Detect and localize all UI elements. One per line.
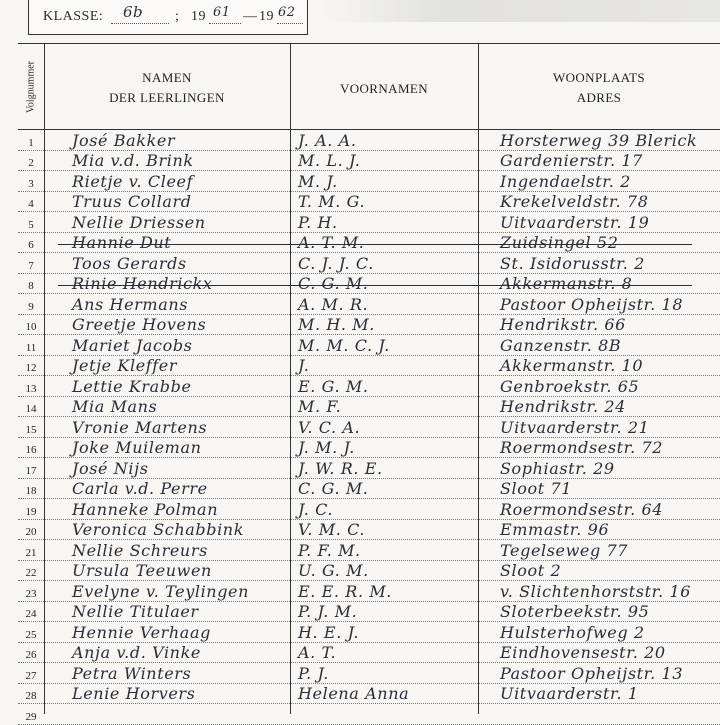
table-top-rule bbox=[18, 43, 720, 44]
student-name: Truus Collard bbox=[72, 192, 192, 211]
student-adres: St. Isidorusstr. 2 bbox=[500, 253, 645, 273]
bleed-through-shading bbox=[320, 0, 720, 22]
student-adres: Emmastr. 96 bbox=[500, 520, 610, 539]
strike-through-line bbox=[58, 244, 692, 245]
table-row bbox=[18, 479, 720, 500]
student-adres: Gardenierstr. 17 bbox=[500, 151, 643, 170]
student-adres: v. Slichtenhorststr. 16 bbox=[500, 581, 692, 601]
student-name: Lenie Horvers bbox=[72, 684, 196, 703]
table-row bbox=[18, 643, 720, 664]
klasse-label: KLASSE: bbox=[43, 9, 104, 24]
row-number: 15 bbox=[25, 423, 37, 436]
student-name: Nellie Schreurs bbox=[72, 540, 208, 560]
table-row bbox=[18, 171, 720, 192]
student-name: Nellie Driessen bbox=[72, 212, 206, 232]
student-adres: Uitvaarderstr. 1 bbox=[500, 684, 639, 703]
year-dotted-line-2 bbox=[277, 23, 303, 24]
row-number: 24 bbox=[25, 608, 37, 620]
table-row bbox=[18, 520, 720, 541]
student-voornamen: C. G. M. bbox=[298, 479, 369, 498]
student-voornamen: A. M. R. bbox=[298, 294, 369, 314]
table-row bbox=[18, 684, 720, 705]
student-name: Jetje Kleffer bbox=[72, 356, 178, 375]
student-name: Veronica Schabbink bbox=[72, 520, 245, 539]
student-adres: Akkermanstr. 8 bbox=[500, 274, 633, 293]
student-adres: Ingendaelstr. 2 bbox=[500, 171, 631, 191]
table-row bbox=[18, 212, 720, 233]
student-name: Ursula Teeuwen bbox=[72, 561, 212, 580]
row-number: 14 bbox=[25, 403, 37, 415]
table-row bbox=[18, 438, 720, 459]
table-row bbox=[18, 356, 720, 377]
student-name: Toos Gerards bbox=[72, 253, 187, 273]
student-adres: Uitvaarderstr. 21 bbox=[500, 417, 650, 437]
student-voornamen: J. M. J. bbox=[298, 438, 355, 457]
student-voornamen: J. A. A. bbox=[298, 130, 357, 150]
klasse-dotted-line bbox=[111, 23, 169, 24]
student-name: José Nijs bbox=[72, 458, 149, 478]
student-adres: Uitvaarderstr. 19 bbox=[500, 212, 650, 232]
row-number: 7 bbox=[28, 259, 34, 272]
student-adres: Sloterbeekstr. 95 bbox=[500, 602, 650, 621]
student-adres: Sophiastr. 29 bbox=[500, 458, 615, 478]
year-prefix-1: 19 bbox=[191, 9, 206, 24]
table-row bbox=[18, 376, 720, 397]
column-header-voornamen: VOORNAMEN bbox=[339, 81, 429, 96]
table-row bbox=[18, 253, 720, 274]
student-name: Nellie Titulaer bbox=[72, 602, 199, 621]
woon-line-1: WOONPLAATS bbox=[552, 70, 646, 85]
student-adres: Krekelveldstr. 78 bbox=[500, 192, 649, 211]
year-dash: — bbox=[243, 9, 258, 24]
student-voornamen: A. T. M. bbox=[298, 233, 365, 252]
table-row bbox=[18, 192, 720, 213]
student-adres: Roermondsestr. 72 bbox=[500, 438, 664, 457]
row-number: 10 bbox=[25, 321, 37, 333]
student-voornamen: H. E. J. bbox=[298, 622, 360, 642]
student-voornamen: Helena Anna bbox=[298, 684, 410, 703]
student-name: Rinie Hendrickx bbox=[72, 274, 213, 293]
row-number: 1 bbox=[28, 136, 34, 149]
student-name: Hanneke Polman bbox=[72, 499, 219, 519]
row-number: 2 bbox=[28, 157, 34, 169]
student-voornamen: E. G. M. bbox=[298, 376, 369, 396]
namen-line-2: DER LEERLINGEN bbox=[109, 90, 225, 105]
table-row bbox=[18, 499, 720, 520]
student-voornamen: C. G. M. bbox=[298, 274, 369, 293]
row-number: 12 bbox=[25, 362, 37, 374]
student-adres: Hendrikstr. 66 bbox=[500, 315, 626, 334]
year-value-1: 61 bbox=[213, 5, 231, 20]
row-number: 6 bbox=[28, 239, 34, 251]
column-header-volgnummer: Volgnummer bbox=[25, 60, 37, 114]
student-voornamen: J. C. bbox=[298, 499, 334, 519]
row-number: 18 bbox=[25, 485, 37, 497]
table-row bbox=[18, 561, 720, 582]
table-row bbox=[18, 458, 720, 479]
student-name: José Bakker bbox=[72, 130, 176, 150]
row-number: 9 bbox=[28, 300, 34, 313]
student-name: Greetje Hovens bbox=[72, 315, 207, 334]
klasse-semicolon: ; bbox=[175, 9, 180, 24]
student-voornamen: C. J. J. C. bbox=[298, 253, 374, 273]
student-name: Ans Hermans bbox=[72, 294, 189, 314]
row-number: 3 bbox=[28, 177, 34, 190]
klasse-value: 6b bbox=[123, 3, 144, 21]
student-voornamen: M. M. C. J. bbox=[298, 335, 390, 355]
student-voornamen: T. M. G. bbox=[298, 192, 366, 211]
student-adres: Eindhovensestr. 20 bbox=[500, 643, 666, 662]
student-name: Hannie Dut bbox=[72, 233, 172, 252]
row-number: 26 bbox=[25, 649, 37, 661]
row-number: 21 bbox=[25, 546, 37, 559]
student-voornamen: J. bbox=[298, 356, 310, 375]
student-voornamen: J. W. R. E. bbox=[298, 458, 383, 478]
klasse-box bbox=[28, 0, 308, 35]
table-row bbox=[18, 397, 720, 418]
student-voornamen: M. F. bbox=[298, 397, 342, 416]
student-voornamen: A. T. bbox=[298, 643, 337, 662]
table-row bbox=[18, 622, 720, 643]
row-number: 19 bbox=[25, 505, 37, 518]
student-adres: Sloot 2 bbox=[500, 561, 562, 580]
table-row bbox=[18, 274, 720, 295]
student-voornamen: P. H. bbox=[298, 212, 338, 232]
table-row bbox=[18, 233, 720, 254]
row-number: 28 bbox=[25, 690, 37, 702]
student-adres: Akkermanstr. 10 bbox=[500, 356, 644, 375]
row-number: 25 bbox=[25, 628, 37, 641]
table-row bbox=[18, 540, 720, 561]
student-voornamen: E. E. R. M. bbox=[298, 581, 392, 601]
student-adres: Pastoor Opheijstr. 13 bbox=[500, 663, 684, 683]
student-voornamen: P. J. M. bbox=[298, 602, 358, 621]
row-number: 11 bbox=[25, 341, 37, 354]
row-number: 22 bbox=[25, 567, 37, 579]
row-number: 13 bbox=[25, 382, 37, 395]
student-voornamen: P. J. bbox=[298, 663, 329, 683]
table-row bbox=[18, 581, 720, 602]
student-voornamen: V. M. C. bbox=[298, 520, 366, 539]
woon-line-2: ADRES bbox=[576, 90, 622, 105]
table-row bbox=[18, 663, 720, 684]
column-header-woonplaats bbox=[478, 68, 720, 108]
row-number: 29 bbox=[25, 710, 37, 723]
student-name: Hennie Verhaag bbox=[72, 622, 211, 642]
table-row bbox=[18, 151, 720, 172]
student-name: Anja v.d. Vinke bbox=[72, 643, 201, 662]
table-row bbox=[18, 130, 720, 151]
student-adres: Tegelseweg 77 bbox=[500, 540, 629, 560]
student-name: Petra Winters bbox=[72, 663, 192, 683]
row-number: 27 bbox=[25, 669, 37, 682]
student-adres: Horsterweg 39 Blerick bbox=[500, 130, 698, 150]
student-voornamen: P. F. M. bbox=[298, 540, 361, 560]
table-row bbox=[18, 315, 720, 336]
student-adres: Sloot 71 bbox=[500, 479, 573, 498]
student-name: Vronie Martens bbox=[72, 417, 208, 437]
student-voornamen: M. J. bbox=[298, 171, 338, 191]
table-row bbox=[18, 417, 720, 438]
student-adres: Hulsterhofweg 2 bbox=[500, 622, 645, 642]
strike-through-line bbox=[58, 285, 692, 286]
student-name: Rietje v. Cleef bbox=[72, 171, 194, 191]
student-adres: Genbroekstr. 65 bbox=[500, 376, 640, 396]
student-name: Mia Mans bbox=[72, 397, 158, 416]
student-adres: Hendrikstr. 24 bbox=[500, 397, 626, 416]
row-number: 20 bbox=[25, 526, 37, 538]
student-name: Carla v.d. Perre bbox=[72, 479, 208, 498]
student-adres: Roermondsestr. 64 bbox=[500, 499, 664, 519]
student-adres: Zuidsingel 52 bbox=[500, 233, 619, 252]
student-adres: Pastoor Opheijstr. 18 bbox=[500, 294, 684, 314]
row-number: 23 bbox=[25, 587, 37, 600]
student-name: Lettie Krabbe bbox=[72, 376, 192, 396]
namen-line-1: NAMEN bbox=[142, 70, 192, 85]
row-dotted-line bbox=[18, 724, 720, 725]
student-name: Mia v.d. Brink bbox=[72, 151, 194, 170]
student-voornamen: M. H. M. bbox=[298, 315, 375, 334]
table-row bbox=[18, 294, 720, 315]
row-number: 8 bbox=[28, 280, 34, 292]
table-row bbox=[18, 602, 720, 623]
year-value-2: 62 bbox=[278, 5, 296, 20]
student-voornamen: V. C. A. bbox=[298, 417, 361, 437]
student-name: Mariet Jacobs bbox=[72, 335, 193, 355]
table-row bbox=[18, 704, 720, 725]
column-header-namen bbox=[44, 68, 290, 108]
student-voornamen: U. G. M. bbox=[298, 561, 369, 580]
row-number: 5 bbox=[28, 218, 34, 231]
student-name: Joke Muileman bbox=[72, 438, 202, 457]
year-prefix-2: 19 bbox=[259, 9, 274, 24]
student-name: Evelyne v. Teylingen bbox=[72, 581, 250, 601]
year-dotted-line-1 bbox=[209, 23, 241, 24]
student-adres: Ganzenstr. 8B bbox=[500, 335, 622, 355]
table-row bbox=[18, 335, 720, 356]
row-number: 17 bbox=[25, 464, 37, 477]
row-number: 4 bbox=[28, 198, 34, 210]
student-voornamen: M. L. J. bbox=[298, 151, 361, 170]
row-number: 16 bbox=[25, 444, 37, 456]
